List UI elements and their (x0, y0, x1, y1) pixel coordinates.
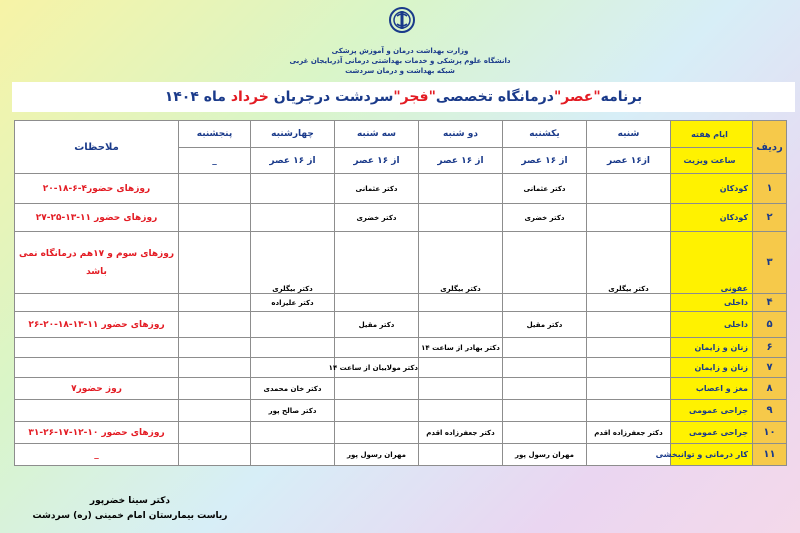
doctor-cell (251, 358, 335, 378)
doctor-cell: دکتر عثمانی (335, 174, 419, 204)
hour-cell: از۱۶ عصر (587, 148, 671, 174)
doctor-cell (179, 358, 251, 378)
specialty-cell: جراحی عمومی (671, 400, 753, 422)
note-cell: _ (15, 444, 179, 466)
table-row (15, 338, 787, 358)
doctor-cell (179, 422, 251, 444)
doctor-cell (179, 232, 251, 294)
specialty-cell: داخلی (671, 294, 753, 312)
doctor-cell: دکتر جعفرزاده اقدم (419, 422, 503, 444)
doctor-cell: دکتر مولاییان از ساعت ۱۴ (335, 358, 419, 378)
note-cell (15, 400, 179, 422)
doctor-cell (587, 294, 671, 312)
doctor-cell (419, 204, 503, 232)
row-number: ۳ (753, 232, 787, 294)
doctor-cell (179, 400, 251, 422)
doctor-cell (335, 232, 419, 294)
hour-cell: از ۱۶ عصر (251, 148, 335, 174)
day-header: دو شنبه (419, 121, 503, 148)
doctor-cell: دکتر عثمانی (503, 174, 587, 204)
doctor-cell: مهران رسول پور (335, 444, 419, 466)
doctor-cell (335, 338, 419, 358)
row-number: ۱۰ (753, 422, 787, 444)
row-number: ۸ (753, 378, 787, 400)
specialty-cell: عفونی (671, 232, 753, 294)
page-title (12, 82, 795, 112)
doctor-cell (179, 174, 251, 204)
day-header: چهارشنبه (251, 121, 335, 148)
doctor-cell (587, 358, 671, 378)
doctor-cell (179, 294, 251, 312)
specialty-cell: زنان و زایمان (671, 358, 753, 378)
specialty-cell: کودکان (671, 204, 753, 232)
title-part-2: "عصر" (553, 89, 601, 105)
doctor-cell (419, 378, 503, 400)
doctor-cell (179, 378, 251, 400)
note-cell (15, 294, 179, 312)
table-row (15, 358, 787, 378)
table-row (15, 204, 787, 232)
day-header: شنبه (587, 121, 671, 148)
note-cell: روز حضور۷ (15, 378, 179, 400)
doctor-cell (503, 358, 587, 378)
specialty-cell: مغز و اعصاب (671, 378, 753, 400)
row-number: ۵ (753, 312, 787, 338)
doctor-cell (179, 312, 251, 338)
doctor-cell (251, 338, 335, 358)
doctor-cell (179, 204, 251, 232)
note-cell: روزهای حضور ۱۰-۱۲-۱۷-۲۶-۳۱ (15, 422, 179, 444)
hour-cell: از ۱۶ عصر (503, 148, 587, 174)
doctor-cell (587, 204, 671, 232)
table-row (15, 174, 787, 204)
doctor-cell: دکتر بیگلری (251, 232, 335, 294)
note-cell: روزهای سوم و ۱۷هم درمانگاه نمی باشد (15, 232, 179, 294)
signer-name: دکتر سینا خضرپور (89, 496, 171, 506)
hour-cell: از ۱۶ عصر (419, 148, 503, 174)
specialty-cell: جراحی عمومی (671, 422, 753, 444)
doctor-cell (503, 232, 587, 294)
doctor-cell (587, 400, 671, 422)
doctor-cell: دکتر خضری (503, 204, 587, 232)
doctor-cell (587, 174, 671, 204)
doctor-cell (251, 422, 335, 444)
schedule-table (14, 120, 787, 466)
specialty-cell: کودکان (671, 174, 753, 204)
doctor-cell: دکتر خان محمدی (251, 378, 335, 400)
ministry-emblem-icon (388, 6, 416, 34)
network-name: شبکه بهداشت و درمان سردشت (345, 67, 455, 75)
hour-cell: _ (179, 148, 251, 174)
doctor-cell: دکتر بهادر از ساعت ۱۴ (419, 338, 503, 358)
doctor-cell (503, 400, 587, 422)
table-row (15, 422, 787, 444)
note-cell (15, 358, 179, 378)
doctor-cell: دکتر علیزاده (251, 294, 335, 312)
doctor-cell (335, 378, 419, 400)
table-row (15, 232, 787, 294)
row-number: ۱۱ (753, 444, 787, 466)
note-cell: روزهای حضور ۱۱-۱۳-۱۸-۲۰-۲۶ (15, 312, 179, 338)
doctor-cell: دکتر بیگلری (419, 232, 503, 294)
doctor-cell (419, 358, 503, 378)
title-part-3: درمانگاه تخصصی (435, 89, 554, 105)
title-part-7: ماه ۱۴۰۴ (164, 89, 226, 105)
ministry-name: وزارت بهداشت درمان و آموزش پزشکی (331, 47, 469, 55)
note-cell: روزهای حضور۴-۶-۱۸-۲۰ (15, 174, 179, 204)
doctor-cell (419, 294, 503, 312)
table-row (15, 444, 787, 466)
row-number: ۲ (753, 204, 787, 232)
row-number: ۴ (753, 294, 787, 312)
row-number: ۹ (753, 400, 787, 422)
title-part-4: "فجر" (393, 89, 436, 105)
hour-cell: از ۱۶ عصر (335, 148, 419, 174)
doctor-cell: دکتر خضری (335, 204, 419, 232)
doctor-cell (251, 444, 335, 466)
doctor-cell (179, 338, 251, 358)
doctor-cell: دکتر جعفرزاده اقدم (587, 422, 671, 444)
days-header: ایام هفته (671, 121, 753, 148)
doctor-cell (587, 378, 671, 400)
title-part-5: سردشت درجریان (273, 89, 394, 105)
row-number: ۱ (753, 174, 787, 204)
doctor-cell (419, 444, 503, 466)
doctor-cell (587, 338, 671, 358)
title-part-1: برنامه (600, 89, 643, 105)
radif-header: ردیف (753, 121, 787, 174)
table-row (15, 294, 787, 312)
doctor-cell (335, 400, 419, 422)
signer-position: ریاست بیمارستان امام خمینی (ره) سردشت (32, 511, 228, 521)
doctor-cell: دکتر مقیل (335, 312, 419, 338)
doctor-cell (251, 204, 335, 232)
row-number: ۷ (753, 358, 787, 378)
doctor-cell (587, 312, 671, 338)
day-header: پنجشنبه (179, 121, 251, 148)
university-name: دانشگاه علوم پزشکی و خدمات بهداشتی درمانی آذربایجان غربی (289, 57, 511, 65)
doctor-cell (503, 338, 587, 358)
doctor-cell: دکتر صالح پور (251, 400, 335, 422)
hours-header: ساعت ویزیت (671, 148, 753, 174)
table-row (15, 312, 787, 338)
day-header: سه شنبه (335, 121, 419, 148)
doctor-cell (335, 294, 419, 312)
doctor-cell (335, 422, 419, 444)
row-number: ۶ (753, 338, 787, 358)
doctor-cell (419, 174, 503, 204)
notes-header: ملاحظات (15, 121, 179, 174)
table-row (15, 400, 787, 422)
doctor-cell (251, 312, 335, 338)
title-part-6: خرداد (230, 89, 269, 105)
specialty-cell: زنان و زایمان (671, 338, 753, 358)
doctor-cell: مهران رسول پور (503, 444, 587, 466)
day-header: یکشنبه (503, 121, 587, 148)
note-cell: روزهای حضور ۱۱-۱۳-۲۵-۲۷ (15, 204, 179, 232)
specialty-cell: کار درمانی و توانبخشی (671, 444, 753, 466)
doctor-cell (251, 174, 335, 204)
doctor-cell (503, 422, 587, 444)
specialty-cell: داخلی (671, 312, 753, 338)
doctor-cell (419, 400, 503, 422)
doctor-cell: دکتر مقیل (503, 312, 587, 338)
doctor-cell (419, 312, 503, 338)
doctor-cell (179, 444, 251, 466)
doctor-cell (503, 294, 587, 312)
doctor-cell: دکتر بیگلری (587, 232, 671, 294)
table-row (15, 378, 787, 400)
note-cell (15, 338, 179, 358)
doctor-cell (503, 378, 587, 400)
